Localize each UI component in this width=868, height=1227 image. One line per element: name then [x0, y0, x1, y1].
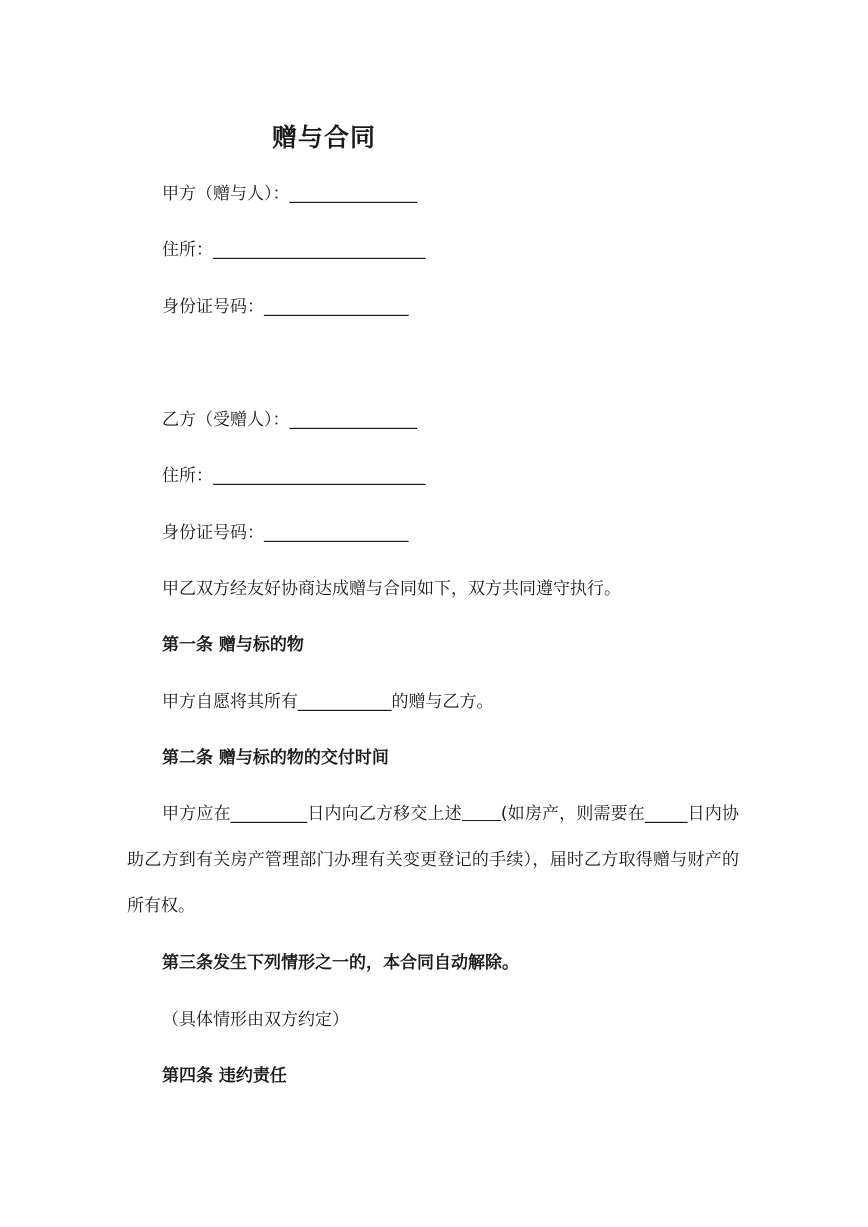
article-1-text-after: 的赠与乙方。	[391, 692, 494, 712]
party-a-name-line	[162, 182, 417, 206]
party-b-name-line	[162, 408, 417, 432]
article-2-part2: 日内向乙方移交上述	[307, 804, 462, 824]
article-2-part3: (如房产，则需要在_____日内协助乙方到有关房产管理部门办理有关变更登记的手续），届时乙方取得赠与财产的所有权。	[127, 804, 740, 916]
party-a-id-blank: _________________	[264, 297, 409, 317]
party-a-label: 甲方（赠与人）：	[162, 184, 290, 204]
article-1-text	[162, 690, 494, 714]
preamble: 甲乙双方经友好协商达成赠与合同如下，双方共同遵守执行。	[162, 579, 621, 599]
party-b-id-line	[162, 521, 409, 545]
party-a-id-line	[162, 295, 409, 319]
party-a-id-label: 身份证号码：	[162, 297, 264, 317]
party-b-address-blank: _________________________	[213, 466, 426, 486]
article-2-underlined-blank	[462, 804, 501, 824]
party-a-address-blank: _________________________	[213, 240, 426, 260]
article-1-blank: ___________	[298, 692, 392, 712]
party-b-id-blank: _________________	[264, 523, 409, 543]
article-2-part1: 甲方应在	[162, 804, 231, 824]
article-2-heading: 第二条 赠与标的物的交付时间	[162, 748, 389, 768]
party-b-label: 乙方（受赠人）：	[162, 410, 290, 430]
article-2-blank-days: _________	[230, 804, 308, 824]
party-a-address-label: 住所：	[162, 240, 213, 260]
document-title: 赠与合同	[272, 123, 377, 152]
party-a-name-blank: _______________	[289, 184, 417, 204]
party-b-name-blank: _______________	[289, 410, 417, 430]
party-b-id-label: 身份证号码：	[162, 523, 264, 543]
article-3-note: （具体情形由双方约定）	[162, 1010, 349, 1030]
article-2-paragraph	[127, 791, 739, 929]
article-4-heading: 第四条 违约责任	[162, 1066, 287, 1086]
party-b-address-line	[162, 464, 426, 488]
party-a-address-line	[162, 238, 426, 262]
party-b-address-label: 住所：	[162, 466, 213, 486]
article-3-heading: 第三条发生下列情形之一的，本合同自动解除。	[162, 953, 519, 973]
article-1-text-before: 甲方自愿将其所有	[162, 692, 298, 712]
article-1-heading: 第一条 赠与标的物	[162, 635, 304, 655]
